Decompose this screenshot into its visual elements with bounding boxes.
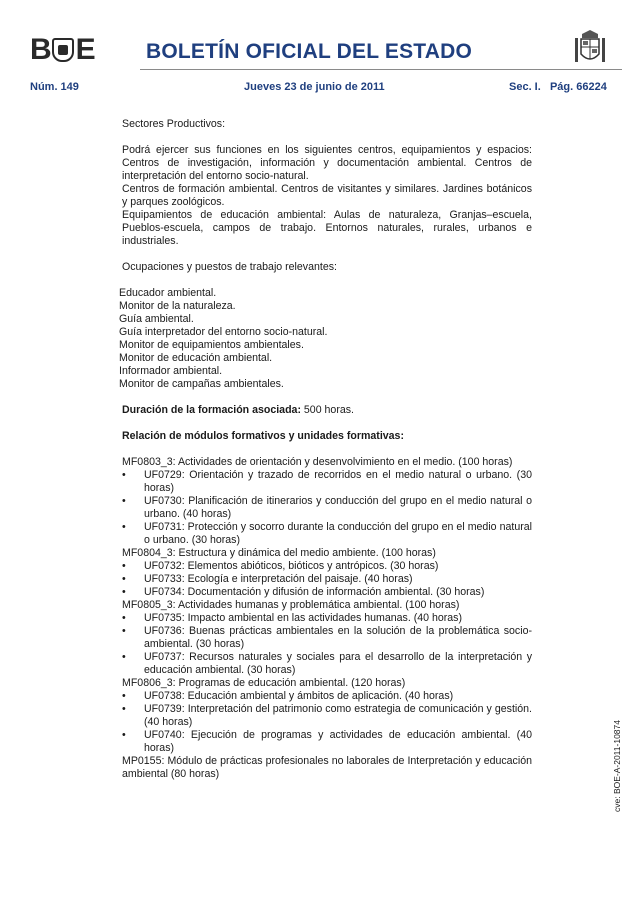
modules-list [122,456,532,755]
bullet-icon: • [122,495,126,507]
unit-item [122,612,532,625]
header-rule [140,69,622,70]
unit-line: o urbano. (30 horas) [144,534,240,546]
unit-item [122,521,532,547]
unit-text [144,469,532,495]
unit-item [122,703,532,729]
document-body [119,118,532,781]
unit-line: UF0733: Ecología e interpretación del paisaje. (40 horas) [144,573,413,585]
module-title: MF0804_3: Estructura y dinámica del medio ambiente. (100 horas) [122,547,436,559]
unit-item [122,495,532,521]
list-item: Monitor de educación ambiental. [119,352,273,364]
sectores-line: Pueblos-escuela, campos de trabajo. Entornos naturales, rurales, urbanos e [122,222,532,234]
unit-line: UF0735: Impacto ambiental en las actividades humanas. (40 horas) [144,612,462,624]
issue-date: Jueves 23 de junio de 2011 [244,81,385,93]
sectores-line: Centros de formación ambiental. Centros de visitantes y similares. Jardines botánicos [122,183,532,195]
unit-text [144,521,532,547]
list-item: Monitor de la naturaleza. [119,300,236,312]
unit-text [144,703,532,729]
unit-line: UF0729: Orientación y trazado de recorridos en el medio natural o urbano. (30 [144,469,532,481]
sectores-line: y parques zoológicos. [122,196,225,208]
unit-line: UF0737: Recursos naturales y sociales para el desarrollo de la interpretación y [144,651,532,663]
unit-line: UF0732: Elementos abióticos, bióticos y antrópicos. (30 horas) [144,560,439,572]
bullet-icon: • [122,651,126,663]
unit-line: UF0738: Educación ambiental y ámbitos de aplicación. (40 horas) [144,690,454,702]
unit-text [144,612,532,625]
logo-seal-icon [52,38,74,62]
bullet-icon: • [122,521,126,533]
practicas-module [122,755,532,781]
ocupaciones-heading: Ocupaciones y puestos de trabajo relevantes: [122,261,337,273]
unit-text [144,560,532,573]
module-title: MF0803_3: Actividades de orientación y desenvolvimiento en el medio. (100 horas) [122,456,513,468]
gazette-title: BOLETÍN OFICIAL DEL ESTADO [146,40,473,63]
bullet-icon: • [122,690,126,702]
unit-item [122,729,532,755]
list-item: Monitor de equipamientos ambientales. [119,339,304,351]
unit-line: UF0730: Planificación de itinerarios y conducción del grupo en el medio natural o [144,495,532,507]
sectores-paragraph [122,144,532,248]
sectores-line: interpretación del entorno socio-natural. [122,170,309,182]
list-item: Guía ambiental. [119,313,194,325]
section-page: Sec. I. Pág. 66224 [509,81,607,93]
unit-line: (40 horas) [144,716,193,728]
duracion-value: 500 horas. [300,404,354,416]
unit-line: horas) [144,482,175,494]
unit-item [122,586,532,599]
unit-line: educación ambiental. (30 horas) [144,664,296,676]
unit-text [144,651,532,677]
unit-item [122,573,532,586]
logo-letter-e: E [75,33,94,66]
unit-item [122,690,532,703]
bullet-icon: • [122,560,126,572]
unit-text [144,495,532,521]
sectores-line: Equipamientos de educación ambiental: Aulas de naturaleza, Granjas–escuela, [122,209,532,221]
issue-number: Núm. 149 [30,81,79,93]
unit-text [144,586,532,599]
unit-item [122,469,532,495]
sectores-line: industriales. [122,235,179,247]
practicas-line: MP0155: Módulo de prácticas profesionales no laborales de Interpretación y educación [122,755,532,767]
sectores-line: Podrá ejercer sus funciones en los siguientes centros, equipamientos y espacios: [122,144,532,156]
duracion-line [122,404,532,417]
bullet-icon: • [122,586,126,598]
relacion-heading [122,430,532,443]
list-item: Monitor de campañas ambientales. [119,378,284,390]
bullet-icon: • [122,469,126,481]
cve-code: cve: BOE-A-2011-10874 [612,720,622,812]
unit-line: UF0731: Protección y socorro durante la conducción del grupo en el medio natural [144,521,532,533]
unit-text [144,690,532,703]
unit-item [122,651,532,677]
list-item: Informador ambiental. [119,365,223,377]
unit-text [144,625,532,651]
coat-of-arms-icon [574,30,606,68]
unit-line: UF0734: Documentación y difusión de información ambiental. (30 horas) [144,586,485,598]
logo-letter-b: B [30,33,50,66]
unit-text [144,573,532,586]
list-item: Guía interpretador del entorno socio-natural. [119,326,328,338]
unit-text [144,729,532,755]
bullet-icon: • [122,729,126,741]
bullet-icon: • [122,573,126,585]
list-item: Educador ambiental. [119,287,217,299]
unit-item [122,560,532,573]
module-title: MF0806_3: Programas de educación ambiental. (120 horas) [122,677,406,689]
relacion-heading-text: Relación de módulos formativos y unidades formativas: [122,430,404,442]
unit-line: UF0740: Ejecución de programas y actividades de educación ambiental. (40 [144,729,532,741]
unit-line: UF0739: Interpretación del patrimonio como estrategia de comunicación y gestión. [144,703,532,715]
unit-line: urbano. (40 horas) [144,508,232,520]
unit-line: UF0736: Buenas prácticas ambientales en la solución de la problemática socio- [144,625,532,637]
unit-line: ambiental. (30 horas) [144,638,245,650]
boe-logo [30,33,94,66]
page-header [0,0,638,110]
sectores-line: Centros de investigación, información y documentación ambiental. Centros de [122,157,532,169]
bullet-icon: • [122,612,126,624]
unit-line: horas) [144,742,175,754]
unit-item [122,625,532,651]
bullet-icon: • [122,625,126,637]
module-title: MF0805_3: Actividades humanas y problemática ambiental. (100 horas) [122,599,460,611]
practicas-line: ambiental (80 horas) [122,768,220,780]
ocupaciones-list [119,287,532,391]
duracion-label: Duración de la formación asociada: [122,404,301,416]
sectores-heading: Sectores Productivos: [122,118,226,130]
bullet-icon: • [122,703,126,715]
